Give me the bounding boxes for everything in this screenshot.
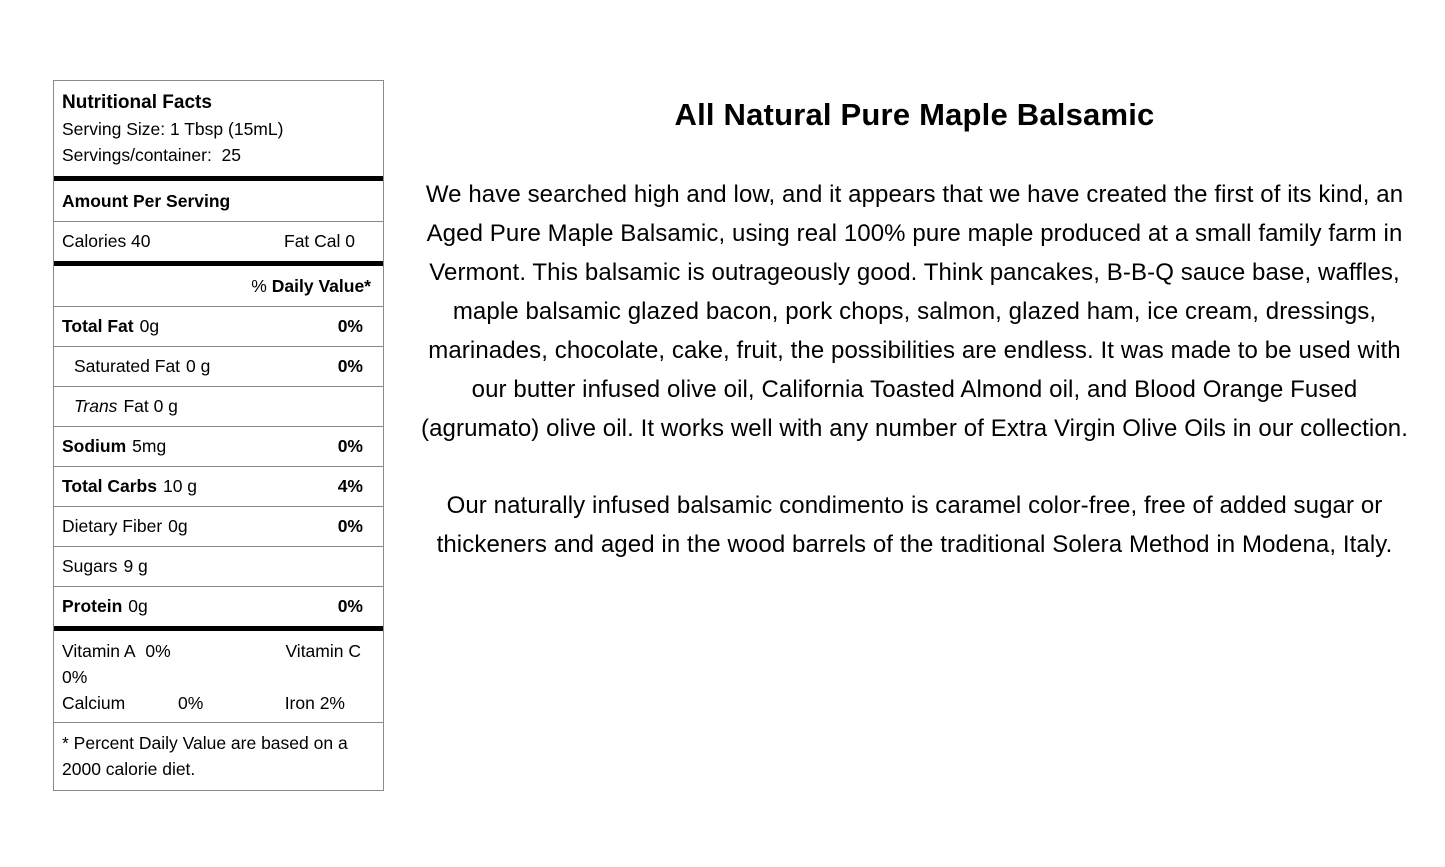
row-label: Saturated Fat bbox=[74, 356, 181, 376]
daily-value-footnote: * Percent Daily Value are based on a 2000 calorie diet. bbox=[54, 722, 383, 790]
row-dietary-fiber bbox=[54, 506, 383, 546]
row-trans-fat bbox=[54, 386, 383, 426]
vitamin-a-value: Vitamin A 0% bbox=[62, 641, 171, 661]
row-amount: 0g bbox=[168, 516, 188, 536]
row-protein bbox=[54, 586, 383, 626]
row-amount: 0 g bbox=[186, 356, 211, 376]
daily-value-header: Daily Value* bbox=[271, 275, 371, 296]
row-amount: 5mg bbox=[132, 436, 167, 456]
row-total-fat bbox=[54, 306, 383, 346]
amount-per-serving-row bbox=[54, 181, 383, 221]
iron-value: Iron 2% bbox=[284, 693, 345, 713]
row-sugars bbox=[54, 546, 383, 586]
vitamin-line-1 bbox=[62, 638, 375, 664]
row-percent: 0% bbox=[337, 516, 363, 536]
vitamin-line-3 bbox=[62, 690, 375, 716]
row-label: Total Fat bbox=[62, 316, 134, 336]
row-label: Dietary Fiber bbox=[62, 516, 163, 536]
row-label: Total Carbs bbox=[62, 476, 157, 496]
nutrition-facts-label bbox=[53, 80, 384, 791]
row-label: Trans bbox=[74, 396, 118, 416]
amount-per-serving-label: Amount Per Serving bbox=[62, 190, 231, 211]
row-amount: 9 g bbox=[123, 556, 148, 576]
daily-value-header-row bbox=[54, 266, 383, 306]
nutrition-label-column bbox=[53, 80, 384, 867]
row-percent: 4% bbox=[337, 476, 363, 496]
row-percent: 0% bbox=[337, 596, 363, 616]
product-title: All Natural Pure Maple Balsamic bbox=[674, 97, 1155, 132]
row-amount: Fat 0 g bbox=[123, 396, 178, 416]
row-amount: 0g bbox=[128, 596, 148, 616]
calcium-value: 0% bbox=[178, 693, 204, 713]
row-percent: 0% bbox=[337, 436, 363, 456]
vitamin-c-label: Vitamin C bbox=[285, 641, 361, 661]
vitamin-c-value: 0% bbox=[62, 667, 88, 687]
row-label: Sugars bbox=[62, 556, 118, 576]
row-percent: 0% bbox=[337, 356, 363, 376]
vitamins-section bbox=[54, 631, 383, 722]
calcium-label: Calcium bbox=[62, 693, 126, 713]
row-total-carbs bbox=[54, 466, 383, 506]
product-description-column bbox=[384, 0, 1445, 867]
row-sodium bbox=[54, 426, 383, 466]
daily-value-percent-sign: % bbox=[251, 275, 267, 296]
row-percent: 0% bbox=[337, 316, 363, 336]
fat-calories-value: Fat Cal 0 bbox=[284, 231, 355, 251]
calories-row bbox=[54, 221, 383, 261]
nutrition-header bbox=[54, 81, 383, 176]
vitamin-line-2 bbox=[62, 664, 375, 690]
description-paragraph-2: Our naturally infused balsamic condimento is caramel color-free, free of added sugar or thickeners and aged in the wood barrels of the traditional Solera Method in Modena, Italy. bbox=[436, 492, 1393, 558]
servings-per-container: Servings/container: 25 bbox=[62, 145, 241, 165]
row-amount: 0g bbox=[139, 316, 160, 336]
calories-value: Calories 40 bbox=[62, 231, 151, 251]
row-label: Sodium bbox=[62, 436, 127, 456]
serving-size: Serving Size: 1 Tbsp (15mL) bbox=[62, 119, 284, 139]
row-saturated-fat bbox=[54, 346, 383, 386]
row-amount: 10 g bbox=[162, 476, 198, 496]
description-paragraph-1: We have searched high and low, and it appears that we have created the first of its kind, an Aged Pure Maple Balsamic, using real 100% pure maple produced at a small family farm in Vermont. This balsamic is outrageously good. Think pancakes, B-B-Q sauce base, waffles, maple balsamic glazed bacon, pork chops, salmon, glazed ham, ice cream, dressings, marinades, chocolate, cake, fruit, the possibilities are endless. It was made to be used with our butter infused olive oil, California Toasted Almond oil, and Blood Orange Fused (agrumato) olive oil. It works well with any number of Extra Virgin Olive Oils in our collection. bbox=[421, 181, 1408, 442]
nutrition-title: Nutritional Facts bbox=[62, 92, 212, 113]
row-label: Protein bbox=[62, 596, 123, 616]
